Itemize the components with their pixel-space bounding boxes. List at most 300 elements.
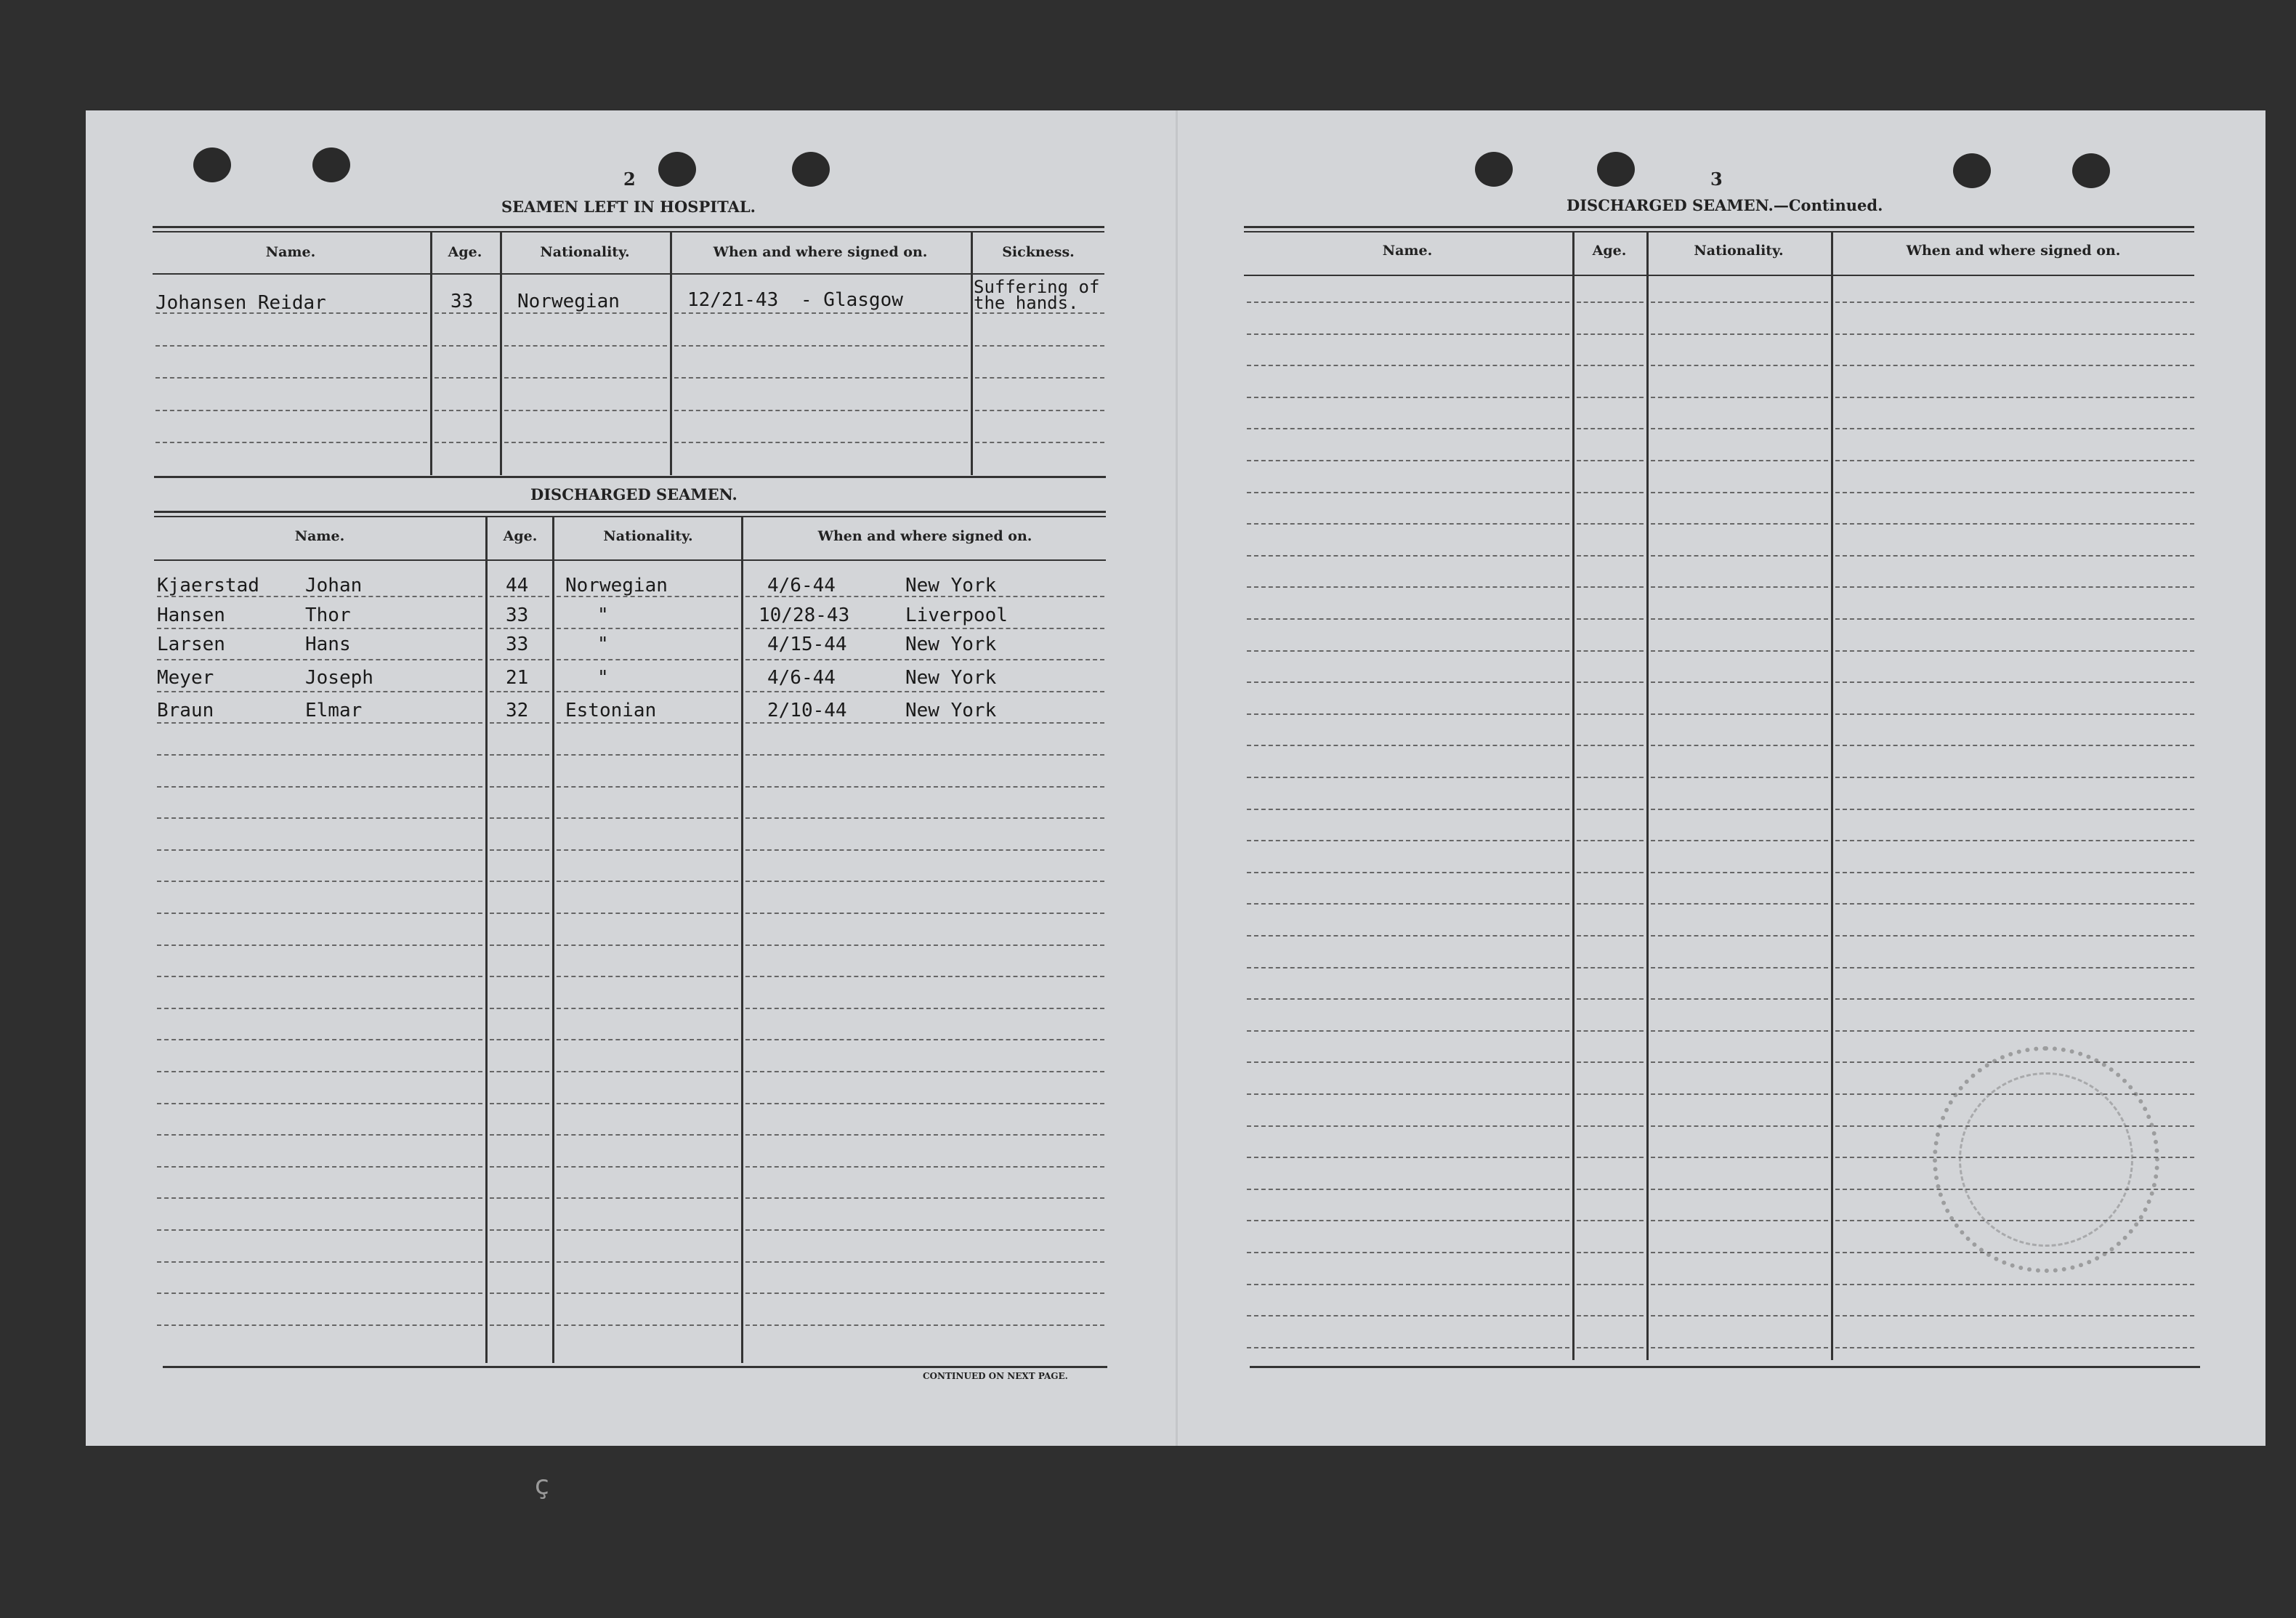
seaman-nationality: Norwegian (565, 575, 668, 596)
dotted-row-line (1651, 1157, 1828, 1158)
dotted-row-line (1247, 302, 1569, 303)
dotted-row-line (745, 722, 1104, 724)
dotted-row-line (504, 345, 667, 347)
column-rule (485, 516, 488, 1363)
seaman-age: 33 (506, 604, 529, 626)
dotted-row-line (745, 1103, 1104, 1104)
page-number: 2 (623, 169, 636, 190)
dotted-row-line (1651, 492, 1828, 493)
seaman-nationality: " (597, 634, 609, 655)
hospital-age: 33 (450, 291, 474, 312)
dotted-row-line (557, 1103, 738, 1104)
seaman-signed-date: 4/15-44 (767, 634, 847, 655)
dotted-row-line (1577, 302, 1644, 303)
dotted-row-line (490, 659, 549, 660)
dotted-row-line (1651, 460, 1828, 461)
column-rule (500, 231, 502, 475)
column-header-name: Name. (265, 244, 316, 260)
dotted-row-line (1247, 809, 1569, 810)
column-header-name: Name. (1382, 243, 1433, 259)
dotted-row-line (157, 754, 482, 756)
dotted-row-line (1835, 365, 2194, 366)
dotted-row-line (745, 849, 1104, 851)
dotted-row-line (1577, 1315, 1644, 1316)
dotted-row-line (157, 1103, 482, 1104)
dotted-row-line (1247, 872, 1569, 873)
dotted-row-line (157, 786, 482, 788)
dotted-row-line (155, 410, 427, 411)
seaman-surname: Larsen (157, 634, 225, 655)
column-rule (430, 231, 432, 475)
dotted-row-line (1651, 1252, 1828, 1253)
dotted-row-line (157, 659, 482, 660)
dotted-row-line (1247, 935, 1569, 937)
dotted-row-line (674, 410, 968, 411)
dotted-row-line (1651, 713, 1828, 715)
dotted-row-line (1835, 586, 2194, 588)
seaman-signed-place: New York (905, 667, 997, 689)
dotted-row-line (557, 976, 738, 977)
dotted-row-line (1577, 1189, 1644, 1190)
column-rule (670, 231, 672, 475)
dotted-row-line (490, 691, 549, 692)
dotted-row-line (157, 1324, 482, 1326)
punch-hole (1953, 153, 1991, 188)
dotted-row-line (1577, 555, 1644, 557)
dotted-row-line (745, 1166, 1104, 1168)
column-rule (552, 516, 554, 1363)
dotted-row-line (157, 1039, 482, 1040)
dotted-row-line (1577, 681, 1644, 683)
dotted-row-line (504, 312, 667, 314)
dotted-row-line (490, 913, 549, 914)
discharged-section-title: DISCHARGED SEAMEN. (530, 485, 737, 503)
dotted-row-line (1651, 1125, 1828, 1127)
dotted-row-line (1835, 1030, 2194, 1032)
rule (153, 273, 1104, 275)
dotted-row-line (1247, 1061, 1569, 1063)
dotted-row-line (557, 754, 738, 756)
dotted-row-line (155, 345, 427, 347)
dotted-row-line (745, 596, 1104, 597)
dotted-row-line (1835, 967, 2194, 968)
dotted-row-line (1651, 1189, 1828, 1190)
dotted-row-line (490, 1261, 549, 1263)
dotted-row-line (1835, 428, 2194, 429)
dotted-row-line (1247, 586, 1569, 588)
dotted-row-line (1247, 1189, 1569, 1190)
rule (1244, 275, 2194, 276)
hospital-section-title: SEAMEN LEFT IN HOSPITAL. (501, 198, 756, 216)
rule (154, 516, 1106, 517)
dotted-row-line (674, 442, 968, 443)
dotted-row-line (1835, 618, 2194, 620)
dotted-row-line (1651, 333, 1828, 335)
seaman-surname: Meyer (157, 667, 214, 689)
dotted-row-line (157, 1008, 482, 1009)
seaman-given-name: Johan (305, 575, 363, 596)
dotted-row-line (1577, 397, 1644, 398)
dotted-row-line (1247, 460, 1569, 461)
seaman-age: 33 (506, 634, 529, 655)
dotted-row-line (1651, 650, 1828, 652)
seaman-signed-date: 2/10-44 (767, 700, 847, 721)
punch-hole (193, 147, 231, 182)
dotted-row-line (1835, 1315, 2194, 1316)
dotted-row-line (1651, 397, 1828, 398)
rule (154, 559, 1106, 561)
seaman-given-name: Joseph (305, 667, 373, 689)
dotted-row-line (1651, 903, 1828, 905)
dotted-row-line (1835, 998, 2194, 1000)
dotted-row-line (1247, 777, 1569, 778)
column-rule (971, 231, 973, 475)
dotted-row-line (1247, 1030, 1569, 1032)
column-rule (1572, 231, 1575, 1360)
punch-hole (658, 152, 696, 187)
seaman-surname: Hansen (157, 604, 225, 626)
pencil-mark: ç (535, 1471, 549, 1500)
dotted-row-line (490, 1293, 549, 1294)
dotted-row-line (1577, 618, 1644, 620)
dotted-row-line (490, 722, 549, 724)
dotted-row-line (1577, 365, 1644, 366)
dotted-row-line (674, 312, 968, 314)
rule (153, 226, 1104, 228)
dotted-row-line (157, 1071, 482, 1072)
dotted-row-line (157, 1293, 482, 1294)
dotted-row-line (490, 1134, 549, 1136)
dotted-row-line (1835, 903, 2194, 905)
dotted-row-line (1651, 523, 1828, 525)
dotted-row-line (557, 596, 738, 597)
dotted-row-line (557, 1166, 738, 1168)
punch-hole (792, 152, 830, 187)
hospital-signed-date: 12/21-43 (687, 289, 779, 311)
dotted-row-line (490, 944, 549, 946)
dotted-row-line (157, 849, 482, 851)
column-header-age: Age. (1592, 243, 1627, 259)
dotted-row-line (557, 1134, 738, 1136)
column-rule (1831, 231, 1833, 1360)
dotted-row-line (1247, 1157, 1569, 1158)
punch-hole (2072, 153, 2110, 188)
dotted-row-line (1651, 1220, 1828, 1221)
dotted-row-line (1835, 1347, 2194, 1348)
hospital-signed-place: - Glasgow (801, 289, 903, 311)
dotted-row-line (434, 377, 497, 379)
dotted-row-line (1651, 365, 1828, 366)
dotted-row-line (490, 628, 549, 629)
dotted-row-line (1651, 1030, 1828, 1032)
dotted-row-line (490, 976, 549, 977)
dotted-row-line (1247, 1220, 1569, 1221)
dotted-row-line (745, 628, 1104, 629)
dotted-row-line (1651, 681, 1828, 683)
dotted-row-line (1835, 840, 2194, 841)
continued-note: CONTINUED ON NEXT PAGE. (923, 1371, 1068, 1381)
dotted-row-line (504, 410, 667, 411)
column-header-age: Age. (503, 528, 538, 544)
dotted-row-line (157, 881, 482, 882)
punch-hole (312, 147, 350, 182)
dotted-row-line (434, 410, 497, 411)
column-header-nationality: Nationality. (603, 528, 693, 544)
dotted-row-line (157, 817, 482, 819)
faded-stamp (1933, 1046, 2159, 1273)
dotted-row-line (1577, 586, 1644, 588)
dotted-row-line (1835, 555, 2194, 557)
dotted-row-line (490, 1324, 549, 1326)
dotted-row-line (1835, 872, 2194, 873)
hospital-name: Johansen Reidar (155, 292, 326, 314)
dotted-row-line (1577, 1284, 1644, 1285)
dotted-row-line (1577, 1061, 1644, 1063)
dotted-row-line (1651, 967, 1828, 968)
dotted-row-line (745, 1039, 1104, 1040)
dotted-row-line (490, 754, 549, 756)
column-header-signed-on: When and where signed on. (817, 528, 1032, 544)
dotted-row-line (1247, 998, 1569, 1000)
dotted-row-line (745, 976, 1104, 977)
seaman-age: 21 (506, 667, 529, 689)
dotted-row-line (1577, 333, 1644, 335)
dotted-row-line (557, 722, 738, 724)
rule (154, 511, 1106, 513)
dotted-row-line (1577, 872, 1644, 873)
dotted-row-line (1835, 460, 2194, 461)
dotted-row-line (975, 442, 1104, 443)
seaman-nationality: Estonian (565, 700, 657, 721)
dotted-row-line (155, 442, 427, 443)
dotted-row-line (745, 1008, 1104, 1009)
dotted-row-line (157, 691, 482, 692)
dotted-row-line (490, 849, 549, 851)
dotted-row-line (557, 881, 738, 882)
dotted-row-line (557, 913, 738, 914)
dotted-row-line (490, 1166, 549, 1168)
seaman-nationality: " (597, 604, 609, 626)
dotted-row-line (1577, 935, 1644, 937)
dotted-row-line (490, 1071, 549, 1072)
dotted-row-line (1651, 745, 1828, 746)
dotted-row-line (1247, 1125, 1569, 1127)
dotted-row-line (1835, 809, 2194, 810)
dotted-row-line (1651, 555, 1828, 557)
dotted-row-line (557, 817, 738, 819)
dotted-row-line (745, 1261, 1104, 1263)
dotted-row-line (745, 691, 1104, 692)
page-fold (1176, 110, 1178, 1446)
dotted-row-line (490, 1039, 549, 1040)
column-header-signed-on: When and where signed on. (713, 244, 928, 260)
dotted-row-line (1651, 428, 1828, 429)
dotted-row-line (490, 817, 549, 819)
dotted-row-line (157, 976, 482, 977)
dotted-row-line (1651, 1093, 1828, 1095)
dotted-row-line (557, 1039, 738, 1040)
dotted-row-line (745, 1071, 1104, 1072)
dotted-row-line (434, 345, 497, 347)
dotted-row-line (1577, 809, 1644, 810)
dotted-row-line (157, 596, 482, 597)
dotted-row-line (1247, 397, 1569, 398)
dotted-row-line (557, 1197, 738, 1199)
dotted-row-line (745, 1134, 1104, 1136)
dotted-row-line (1577, 998, 1644, 1000)
dotted-row-line (1577, 460, 1644, 461)
dotted-row-line (557, 1229, 738, 1231)
rule (153, 231, 1104, 232)
dotted-row-line (745, 786, 1104, 788)
dotted-row-line (1577, 1125, 1644, 1127)
dotted-row-line (157, 1261, 482, 1263)
dotted-row-line (745, 1324, 1104, 1326)
dotted-row-line (674, 345, 968, 347)
dotted-row-line (1651, 302, 1828, 303)
rule (163, 1366, 1107, 1368)
dotted-row-line (557, 1293, 738, 1294)
rule (1244, 231, 2194, 232)
dotted-row-line (1835, 397, 2194, 398)
dotted-row-line (1835, 333, 2194, 335)
dotted-row-line (1247, 1252, 1569, 1253)
dotted-row-line (1835, 745, 2194, 746)
dotted-row-line (1577, 1347, 1644, 1348)
hospital-nationality: Norwegian (517, 291, 620, 312)
page-number: 3 (1710, 169, 1723, 190)
dotted-row-line (1835, 777, 2194, 778)
dotted-row-line (745, 1197, 1104, 1199)
dotted-row-line (157, 1197, 482, 1199)
dotted-row-line (490, 596, 549, 597)
seaman-nationality: " (597, 667, 609, 689)
rule (154, 476, 1106, 478)
seaman-signed-place: New York (905, 575, 997, 596)
dotted-row-line (745, 1229, 1104, 1231)
dotted-row-line (490, 1008, 549, 1009)
dotted-row-line (674, 377, 968, 379)
dotted-row-line (1247, 1315, 1569, 1316)
dotted-row-line (1247, 1347, 1569, 1348)
dotted-row-line (745, 881, 1104, 882)
dotted-row-line (1577, 840, 1644, 841)
dotted-row-line (557, 1261, 738, 1263)
dotted-row-line (1577, 745, 1644, 746)
seaman-surname: Kjaerstad (157, 575, 259, 596)
dotted-row-line (1577, 650, 1644, 652)
dotted-row-line (1577, 523, 1644, 525)
column-header-sickness: Sickness. (1002, 244, 1075, 260)
rule (1250, 1366, 2200, 1368)
seaman-given-name: Elmar (305, 700, 363, 721)
dotted-row-line (1247, 523, 1569, 525)
dotted-row-line (1577, 1093, 1644, 1095)
rule (1244, 226, 2194, 228)
dotted-row-line (1651, 840, 1828, 841)
dotted-row-line (1651, 872, 1828, 873)
dotted-row-line (1651, 809, 1828, 810)
dotted-row-line (1835, 681, 2194, 683)
dotted-row-line (1247, 967, 1569, 968)
dotted-row-line (557, 1324, 738, 1326)
dotted-row-line (490, 1197, 549, 1199)
dotted-row-line (557, 628, 738, 629)
dotted-row-line (1651, 998, 1828, 1000)
dotted-row-line (1577, 492, 1644, 493)
dotted-row-line (1247, 428, 1569, 429)
dotted-row-line (490, 881, 549, 882)
punch-hole (1597, 152, 1635, 187)
dotted-row-line (1247, 618, 1569, 620)
dotted-row-line (557, 786, 738, 788)
seaman-age: 32 (506, 700, 529, 721)
dotted-row-line (1835, 1284, 2194, 1285)
dotted-row-line (1577, 777, 1644, 778)
column-header-signed-on: When and where signed on. (1906, 243, 2121, 259)
dotted-row-line (745, 944, 1104, 946)
dotted-row-line (1577, 1030, 1644, 1032)
dotted-row-line (157, 722, 482, 724)
punch-hole (1475, 152, 1513, 187)
dotted-row-line (1651, 935, 1828, 937)
dotted-row-line (745, 754, 1104, 756)
dotted-row-line (157, 913, 482, 914)
dotted-row-line (1835, 302, 2194, 303)
dotted-row-line (1577, 903, 1644, 905)
dotted-row-line (1651, 777, 1828, 778)
dotted-row-line (557, 944, 738, 946)
hospital-sickness: Suffering of the hands. (974, 277, 1100, 313)
dotted-row-line (1577, 1157, 1644, 1158)
seaman-signed-place: New York (905, 700, 997, 721)
dotted-row-line (557, 1008, 738, 1009)
dotted-row-line (745, 659, 1104, 660)
dotted-row-line (1651, 1347, 1828, 1348)
dotted-row-line (157, 1134, 482, 1136)
dotted-row-line (157, 628, 482, 629)
dotted-row-line (1247, 1093, 1569, 1095)
dotted-row-line (975, 345, 1104, 347)
dotted-row-line (504, 377, 667, 379)
seaman-given-name: Hans (305, 634, 351, 655)
seaman-surname: Braun (157, 700, 214, 721)
dotted-row-line (434, 442, 497, 443)
seaman-age: 44 (506, 575, 529, 596)
dotted-row-line (1247, 903, 1569, 905)
dotted-row-line (1835, 523, 2194, 525)
column-header-nationality: Nationality. (540, 244, 630, 260)
dotted-row-line (1577, 713, 1644, 715)
seaman-signed-place: Liverpool (905, 604, 1008, 626)
dotted-row-line (1247, 365, 1569, 366)
dotted-row-line (975, 377, 1104, 379)
column-rule (741, 516, 743, 1363)
dotted-row-line (1651, 586, 1828, 588)
dotted-row-line (1247, 745, 1569, 746)
seaman-signed-date: 4/6-44 (767, 667, 836, 689)
dotted-row-line (1651, 1061, 1828, 1063)
dotted-row-line (155, 312, 427, 314)
dotted-row-line (1577, 1252, 1644, 1253)
dotted-row-line (155, 377, 427, 379)
dotted-row-line (1577, 1220, 1644, 1221)
dotted-row-line (1577, 967, 1644, 968)
seaman-signed-date: 10/28-43 (759, 604, 850, 626)
dotted-row-line (975, 410, 1104, 411)
dotted-row-line (157, 944, 482, 946)
dotted-row-line (490, 1103, 549, 1104)
